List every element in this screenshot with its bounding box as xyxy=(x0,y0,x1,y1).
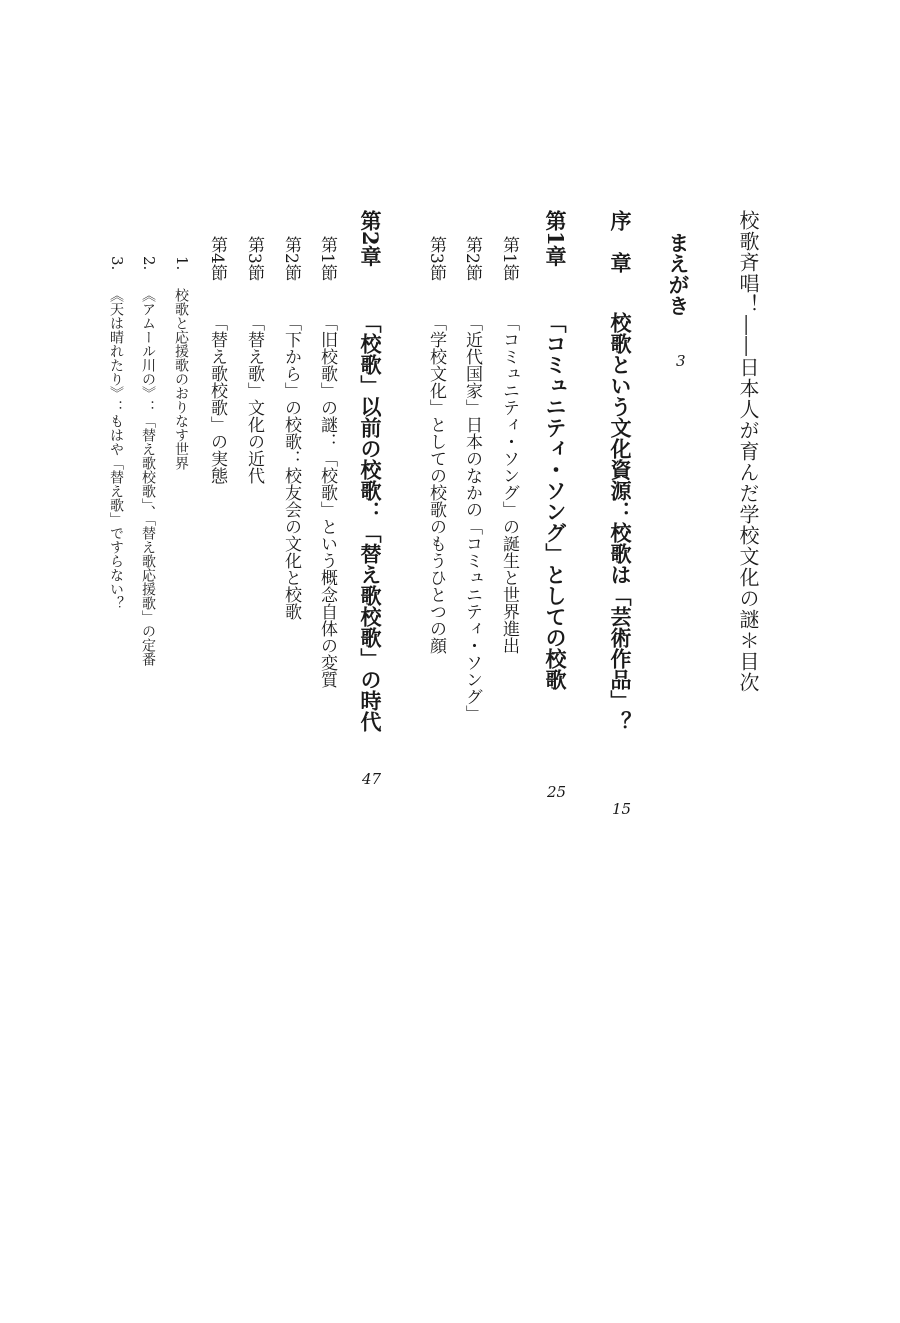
chapter2-section-4-label[interactable]: 第4節 xyxy=(207,236,227,281)
chapter2-title[interactable]: 「校歌」以前の校歌：「替え歌校歌」の時代 xyxy=(358,312,383,732)
intro-label[interactable]: 序 章 xyxy=(608,210,633,273)
intro-title[interactable]: 校歌という文化資源：校歌は「芸術作品」？ xyxy=(608,312,633,732)
chapter2-section-3-label[interactable]: 第3節 xyxy=(244,236,264,281)
chapter2-section-1-label[interactable]: 第1節 xyxy=(317,236,337,281)
chapter2-label[interactable]: 第2章 xyxy=(358,210,383,267)
subsection-3-number: 3. xyxy=(108,256,126,271)
chapter1-section-2-label[interactable]: 第2節 xyxy=(462,236,482,281)
chapter1-title[interactable]: 「コミュニティ・ソング」としての校歌 xyxy=(543,312,568,690)
chapter1-section-1-title[interactable]: 「コミュニティ・ソング」の誕生と世界進出 xyxy=(499,314,519,654)
book-title: 校歌斉唱！――日本人が育んだ学校文化の謎＊目次 xyxy=(736,210,760,693)
chapter1-label[interactable]: 第1章 xyxy=(543,210,568,267)
chapter1-section-3-title[interactable]: 「学校文化」としての校歌のもうひとつの顔 xyxy=(426,314,446,654)
chapter2-section-4-title[interactable]: 「替え歌校歌」の実態 xyxy=(207,314,227,484)
chapter2-page: 47 xyxy=(362,770,382,788)
maegaki-page: 3 xyxy=(676,352,686,370)
subsection-1-number: 1. xyxy=(173,256,191,271)
chapter2-section-3-title[interactable]: 「替え歌」文化の近代 xyxy=(244,314,264,484)
chapter1-section-2-title[interactable]: 「近代国家」日本のなかの「コミュニティ・ソング」 xyxy=(462,314,482,722)
intro-page: 15 xyxy=(612,800,632,818)
maegaki-label[interactable]: まえがき xyxy=(666,232,691,316)
chapter2-section-1-title[interactable]: 「旧校歌」の謎：「校歌」という概念自体の変質 xyxy=(317,314,337,688)
subsection-1-title[interactable]: 校歌と応援歌のおりなす世界 xyxy=(173,288,189,470)
chapter2-section-2-label[interactable]: 第2節 xyxy=(281,236,301,281)
chapter2-section-2-title[interactable]: 「下から」の校歌：校友会の文化と校歌 xyxy=(281,314,301,620)
chapter1-section-1-label[interactable]: 第1節 xyxy=(499,236,519,281)
subsection-2-title[interactable]: 《アムール川の》：「替え歌校歌」、「替え歌応援歌」の定番 xyxy=(140,288,156,666)
subsection-3-title[interactable]: 《天は晴れたり》：もはや「替え歌」ですらない？ xyxy=(108,288,124,610)
chapter1-section-3-label[interactable]: 第3節 xyxy=(426,236,446,281)
chapter1-page: 25 xyxy=(547,783,567,801)
subsection-2-number: 2. xyxy=(140,256,158,271)
